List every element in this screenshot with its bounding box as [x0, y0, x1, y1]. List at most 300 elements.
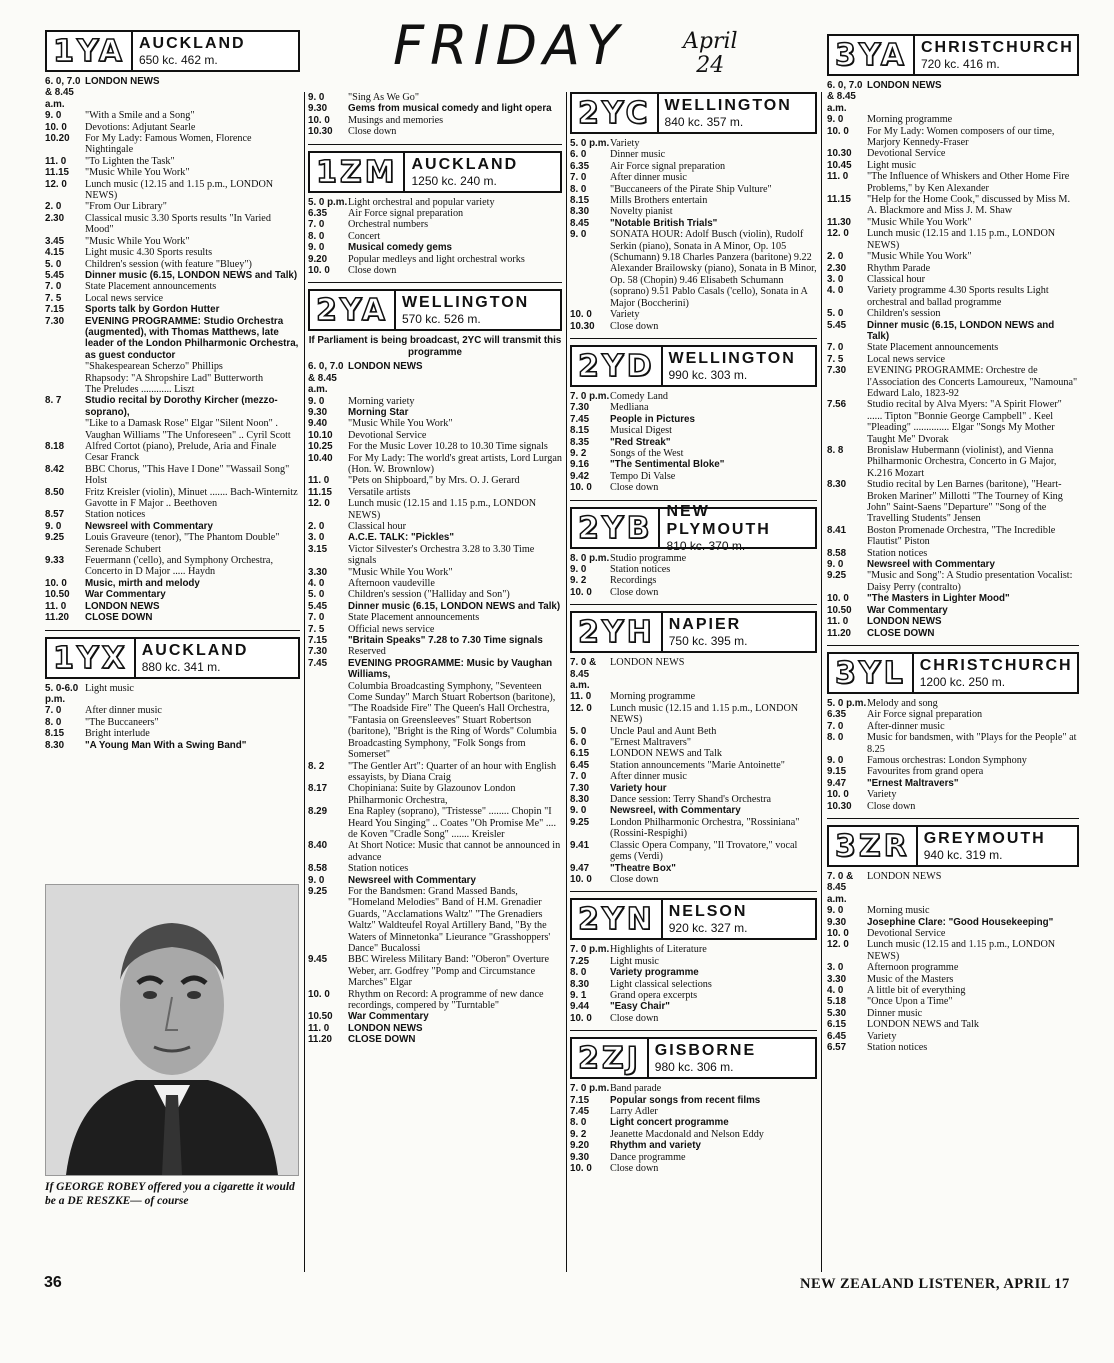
- programme-entry: [570, 840, 817, 863]
- station-info: [663, 900, 815, 938]
- programme-description: A little bit of everything: [867, 985, 966, 997]
- programme-time: [45, 384, 85, 395]
- programme-description: "Music While You Work": [867, 216, 972, 228]
- programme-time: 10. 0: [570, 1012, 592, 1024]
- programme-time: 12. 0: [827, 939, 849, 951]
- programme-entry: [827, 755, 1079, 766]
- programme-time: 11.20: [308, 1034, 332, 1046]
- column-3: [570, 92, 817, 1174]
- programme-entry: [827, 778, 1079, 789]
- programme-time: 9.42: [570, 470, 590, 482]
- programme-description: Jeanette Macdonald and Nelson Eddy: [610, 1128, 764, 1140]
- station-info: [405, 153, 560, 191]
- programme-description: Station notices: [867, 1042, 928, 1054]
- programme-entry: [570, 402, 817, 413]
- programme-time: 5.18: [827, 996, 847, 1008]
- programme-entry: [308, 601, 562, 612]
- programme-time: 8. 0: [570, 1117, 587, 1129]
- programme-time: 9. 0: [308, 242, 325, 254]
- programme-description: "The Sentimental Bloke": [610, 459, 725, 471]
- programme-entry: [570, 748, 817, 759]
- programme-time: 9.30: [570, 1151, 590, 1163]
- programme-time: 9.25: [45, 532, 65, 544]
- programme-description: Dinner music: [610, 149, 666, 161]
- programme-time: 9. 0: [827, 114, 844, 126]
- programme-entry: [45, 156, 300, 167]
- programme-description: LONDON NEWS: [85, 600, 160, 612]
- programme-entry: [570, 737, 817, 748]
- programme-time: 11. 0: [827, 616, 849, 628]
- programme-entry: [827, 1019, 1079, 1030]
- station-call-sign: 1YA: [47, 32, 133, 70]
- programme-entry: [570, 691, 817, 702]
- programme-time: 9. 0: [308, 395, 325, 407]
- station-call-sign: 1YX: [47, 639, 136, 677]
- programme-time: 11. 0: [570, 691, 592, 703]
- programme-description: Studio recital by Alva Myers: "A Spirit Flower" ...... Tipton "Bonnie George Campbell" . Keel "Pleading" .............. Elgar "Songs My Mother Taught Me" Dvorak: [867, 399, 1062, 445]
- programme-entry: [570, 459, 817, 470]
- station-city: NAPIER: [668, 616, 742, 634]
- programme-time: 6.35: [827, 709, 847, 721]
- programme-time: 5. 0 p.m.: [827, 697, 867, 709]
- programme-description: Studio recital by Dorothy Kircher (mezzo-soprano),: [85, 395, 278, 418]
- programme-entry: [570, 1140, 817, 1151]
- programme-time: 10. 0: [570, 309, 592, 321]
- programme-description: Chopiniana: Suite by Glazounov London Philharmonic Orchestra,: [348, 783, 516, 806]
- programme-description: Recordings: [610, 575, 657, 587]
- programme-description: Larry Adler: [610, 1105, 658, 1117]
- programme-entry: [308, 254, 562, 265]
- programme-time: 7. 0: [308, 219, 325, 231]
- programme-description: Variety: [867, 789, 897, 801]
- programme-time: 6. 0: [570, 149, 587, 161]
- programme-description: After-dinner music: [867, 720, 945, 732]
- programme-entry: [45, 532, 300, 555]
- programme-entry: [45, 601, 300, 612]
- programme-description: Dinner music (6.15, LONDON NEWS and Talk): [85, 269, 298, 281]
- station-call-sign: 2YB: [572, 509, 660, 547]
- programme-entry: [570, 587, 817, 598]
- programme-description: For My Lady: The world's great artists, Lord Lurgan (Hon. W. Brownlow): [348, 452, 562, 475]
- programme-entry: [45, 464, 300, 487]
- programme-time: 5. 0-6.0 p.m.: [45, 682, 79, 705]
- station-city: CHRISTCHURCH: [919, 656, 1073, 674]
- station-city: AUCKLAND: [141, 641, 249, 659]
- programme-time: 9. 0: [308, 92, 325, 103]
- programme-time: 9. 0: [570, 805, 587, 817]
- date-day: 24: [696, 53, 725, 78]
- programme-description: Afternoon vaudeville: [348, 578, 435, 589]
- programme-entry: [45, 304, 300, 315]
- programme-entry: [570, 1117, 817, 1128]
- station-city: NELSON: [668, 903, 748, 921]
- station-s3zr: [827, 825, 1079, 1054]
- programme-time: 4. 0: [827, 985, 844, 997]
- programme-time: 7.45: [570, 1105, 590, 1117]
- programme-description: Mills Brothers entertain: [610, 195, 708, 207]
- programme-time: 9.30: [827, 916, 847, 928]
- programme-description: Air Force signal preparation: [610, 160, 726, 172]
- programme-entry: [308, 418, 562, 429]
- station-header: [827, 652, 1079, 694]
- programme-entry: [45, 717, 300, 728]
- programme-entry: [308, 430, 562, 441]
- programme-entry: [45, 578, 300, 589]
- programme-description: Rhythm Parade: [867, 262, 931, 274]
- programme-time: 4. 0: [308, 578, 325, 589]
- programme-entry: [570, 391, 817, 402]
- programme-time: 7. 5: [45, 292, 62, 304]
- programme-description: LONDON NEWS: [867, 80, 942, 91]
- magazine-footer: NEW ZEALAND LISTENER, APRIL 17: [800, 1276, 1070, 1292]
- programme-description: Air Force signal preparation: [867, 709, 983, 721]
- programme-entry: [827, 320, 1079, 343]
- programme-entry: [570, 218, 817, 229]
- station-frequency: 920 kc. 327 m.: [668, 921, 748, 936]
- programme-entry: [45, 555, 300, 578]
- programme-description: Music of the Masters: [867, 973, 954, 985]
- programme-description: London Philharmonic Orchestra, "Rossiniana" (Rossini-Respighi): [610, 816, 800, 840]
- programme-entry: [570, 990, 817, 1001]
- station-frequency: 720 kc. 416 m.: [920, 57, 1000, 71]
- programme-description: "To Lighten the Task": [85, 155, 175, 167]
- programme-entry: [308, 1011, 562, 1022]
- station-info: [914, 654, 1077, 692]
- programme-description: People in Pictures: [610, 413, 695, 425]
- programme-description: LONDON NEWS: [85, 76, 160, 87]
- programme-description: "Red Streak": [610, 436, 671, 448]
- programme-description: BBC Wireless Military Band: "Oberon" Overture Weber, arr. Godfrey "Pomp and Circumstance Marches" Elgar: [348, 954, 549, 989]
- programme-entry: [570, 1001, 817, 1012]
- programme-time: 10.45: [827, 159, 852, 171]
- programme-time: 9.25: [827, 570, 847, 582]
- programme-time: 9.41: [570, 839, 590, 851]
- programme-description: "Shakespearean Scherzo" Phillips: [85, 361, 223, 373]
- programme-description: "Britain Speaks" 7.28 to 7.30 Time signals: [348, 635, 543, 647]
- programme-entry: [827, 1042, 1079, 1053]
- station-s2yd: [570, 345, 817, 494]
- programme-time: [45, 361, 85, 372]
- programme-time: 9. 0: [827, 905, 844, 917]
- programme-description: "From Our Library": [85, 201, 167, 213]
- programme-time: 5.45: [827, 319, 847, 331]
- programme-entry: [45, 740, 300, 751]
- programme-description: Band parade: [610, 1083, 662, 1095]
- station-info: [649, 1039, 815, 1077]
- programme-time: 9. 0: [45, 110, 62, 122]
- programme-time: 7.30: [827, 365, 847, 377]
- programme-description: "The Gentler Art": Quarter of an hour with English essayists, by Diana Craig: [348, 760, 557, 783]
- programme-description: Bronislaw Hubermann (violinist), and Vienna Philharmonic Orchestra, Concerto in G Major, K.216 Mozart: [867, 445, 1057, 479]
- programme-entry: [45, 247, 300, 258]
- programme-time: 6.35: [570, 160, 590, 172]
- programme-time: 12. 0: [308, 498, 330, 510]
- programme-time: 6.15: [827, 1019, 847, 1031]
- programme-time: 5. 0: [45, 258, 62, 270]
- programme-time: 10.50: [827, 604, 852, 616]
- station-call-sign: 2YA: [310, 291, 396, 329]
- programme-entry: [308, 521, 562, 532]
- programme-time: 7. 0: [45, 705, 62, 717]
- programme-time: 11. 0: [45, 600, 67, 612]
- programme-description: Lunch music (12.15 and 1.15 p.m., LONDON NEWS): [867, 228, 1056, 251]
- section-divider: [570, 500, 817, 501]
- programme-time: 8.15: [570, 425, 590, 437]
- programme-description: "Buccaneers of the Pirate Ship Vulture": [610, 183, 772, 195]
- programme-description: Morning variety: [348, 395, 415, 407]
- station-info: [663, 613, 815, 651]
- programme-time: 6.15: [570, 748, 590, 760]
- programme-time: 8. 0: [827, 732, 844, 744]
- station-s1zm: [308, 151, 562, 277]
- programme-time: 8. 0: [570, 183, 587, 195]
- programme-description: For My Lady: Famous Women, Florence Nightingale: [85, 133, 252, 156]
- programme-time: 7.15: [45, 304, 65, 316]
- programme-time: 7. 0: [570, 771, 587, 783]
- programme-description: War Commentary: [867, 604, 948, 616]
- programme-description: "Pets on Shipboard," by Mrs. O. J. Gerard: [348, 475, 520, 487]
- programme-entry: [827, 962, 1079, 973]
- programme-description: Light orchestral and popular variety: [348, 196, 495, 208]
- programme-time: 9.25: [308, 885, 328, 897]
- programme-entry: [570, 138, 817, 149]
- programme-description: After dinner music: [610, 771, 687, 783]
- programme-entry: [827, 228, 1079, 251]
- station-header: [570, 1037, 817, 1079]
- programme-description: "Ernest Maltravers": [610, 737, 692, 749]
- programme-description: Children's session: [867, 308, 941, 320]
- programme-description: After dinner music: [610, 172, 687, 184]
- programme-entry: [570, 794, 817, 805]
- programme-time: 8. 0 p.m.: [570, 552, 610, 564]
- programme-time: 8.50: [45, 486, 65, 498]
- programme-description: Dinner music (6.15, LONDON NEWS and Talk): [348, 600, 561, 612]
- programme-entry: [570, 448, 817, 459]
- programme-time: 8. 8: [827, 445, 844, 456]
- programme-description: "Ernest Maltravers": [867, 777, 959, 789]
- programme-entry: [827, 126, 1079, 149]
- station-city: NEW PLYMOUTH: [666, 502, 771, 538]
- programme-entry: [570, 575, 817, 586]
- programme-entry: [827, 548, 1079, 559]
- section-divider: [570, 1030, 817, 1031]
- programme-entry: [827, 732, 1079, 755]
- station-header: [570, 502, 817, 553]
- programme-description: Morning programme: [867, 114, 953, 126]
- programme-description: The Preludes ............ Liszt: [85, 383, 195, 395]
- date-month: April: [683, 29, 738, 54]
- programme-entry: [570, 149, 817, 160]
- column-1: [45, 30, 300, 751]
- programme-description: War Commentary: [85, 589, 166, 601]
- programme-entry: [827, 974, 1079, 985]
- programme-entry: [308, 265, 562, 276]
- programme-time: 11. 0: [45, 155, 67, 167]
- programme-time: 11. 0: [308, 475, 330, 487]
- programme-time: 9. 0: [827, 559, 844, 571]
- programme-entry: [308, 646, 562, 657]
- programme-entry: [827, 801, 1079, 812]
- programme-description: Close down: [348, 126, 397, 138]
- programme-time: 9. 1: [570, 989, 587, 1001]
- programme-time: 8. 0: [45, 716, 62, 728]
- programme-entry: [827, 628, 1079, 639]
- programme-description: Orchestral numbers: [348, 219, 429, 231]
- programme-time: 2.30: [827, 262, 847, 274]
- column-4: [827, 34, 1079, 1053]
- programme-entry: [308, 783, 562, 806]
- programme-description: Station notices: [348, 863, 409, 875]
- programme-description: LONDON NEWS: [610, 657, 685, 669]
- programme-time: [45, 373, 85, 384]
- programme-description: Popular medleys and light orchestral works: [348, 253, 525, 265]
- programme-time: 7. 0 & 8.45 a.m.: [570, 657, 597, 691]
- programme-description: Concert: [348, 230, 381, 242]
- programme-time: 9.30: [308, 103, 328, 115]
- programme-entry: [570, 206, 817, 217]
- programme-entry: [45, 76, 300, 110]
- programme-description: LONDON NEWS: [867, 616, 942, 628]
- programme-time: 9. 0: [827, 754, 844, 766]
- station-city: AUCKLAND: [138, 35, 246, 52]
- programme-entry: [570, 1129, 817, 1140]
- programme-time: 5. 0: [570, 725, 587, 737]
- george-robey-photo: [45, 884, 299, 1176]
- section-divider: [45, 630, 300, 631]
- programme-time: 9. 0: [45, 520, 62, 532]
- programme-time: 3.30: [827, 973, 847, 985]
- programme-time: 7. 5: [308, 623, 325, 635]
- programme-time: 8.18: [45, 441, 65, 452]
- programme-description: Children's session (with feature "Bluey"): [85, 258, 252, 270]
- programme-entry: [45, 521, 300, 532]
- programme-time: 10. 0: [570, 586, 592, 598]
- programme-entry: [45, 441, 300, 464]
- programme-time: 8. 7: [45, 395, 62, 407]
- programme-time: [308, 681, 348, 761]
- station-header: [45, 637, 300, 679]
- programme-entry: [827, 939, 1079, 962]
- programme-entry: [570, 967, 817, 978]
- programme-description: Classical music 3.30 Sports results "In Varied Mood": [85, 212, 271, 236]
- programme-entry: [570, 437, 817, 448]
- station-header: [45, 30, 300, 72]
- programme-time: 11.30: [827, 216, 851, 228]
- programme-entry: [308, 567, 562, 578]
- programme-description: Louis Graveure (tenor), "The Phantom Double" Serenade Schubert: [85, 532, 280, 555]
- programme-time: 7.30: [570, 402, 590, 414]
- programme-description: Station notices: [867, 547, 928, 559]
- station-header: [308, 289, 562, 331]
- programme-entry: [827, 559, 1079, 570]
- programme-time: 11.15: [827, 194, 851, 206]
- programme-entry: [570, 805, 817, 816]
- programme-description: Lunch music (12.15 and 1.15 p.m., LONDON NEWS): [348, 498, 537, 521]
- programme-time: 8.58: [308, 863, 328, 875]
- programme-entry: [827, 263, 1079, 274]
- programme-description: Dinner music (6.15, LONDON NEWS and Talk): [867, 319, 1055, 342]
- programme-description: CLOSE DOWN: [867, 627, 935, 639]
- programme-entry: [827, 789, 1079, 800]
- programme-description: EVENING PROGRAMME: Orchestre de l'Association des Concerts Lamoureux, "Namouna" Edward Lalo, 1823-92: [867, 365, 1078, 399]
- programme-entry: [45, 110, 300, 121]
- programme-time: 9. 2: [570, 1128, 587, 1140]
- programme-description: Boston Promenade Orchestra, "The Incredible Flautist" Piston: [867, 524, 1056, 548]
- programme-entry: [308, 954, 562, 988]
- programme-time: 5. 0 p.m.: [570, 138, 610, 149]
- station-call-sign: 1ZM: [310, 153, 405, 191]
- programme-entry: [308, 126, 562, 137]
- programme-time: 8.30: [827, 479, 847, 491]
- programme-entry: [308, 589, 562, 600]
- programme-time: 10.30: [570, 320, 595, 332]
- programme-entry: [308, 361, 562, 395]
- programme-entry: [308, 532, 562, 543]
- day-title: FRIDAY: [393, 14, 626, 77]
- programme-time: 8.30: [570, 794, 590, 806]
- programme-time: 8.29: [308, 806, 328, 818]
- programme-description: Station notices: [610, 563, 671, 575]
- programme-description: Highlights of Literature: [610, 944, 707, 956]
- programme-entry: [308, 989, 562, 1012]
- programme-description: CLOSE DOWN: [85, 612, 153, 624]
- programme-entry: [570, 817, 817, 840]
- programme-time: 9.45: [308, 954, 328, 966]
- programme-description: Light classical selections: [610, 978, 712, 990]
- programme-description: EVENING PROGRAMME: Studio Orchestra (augmented), with Thomas Matthews, late leader of the London Philharmonic Orchestra, as guest conductor: [85, 315, 299, 361]
- programme-time: 8.30: [570, 206, 590, 218]
- programme-entry: [45, 373, 300, 384]
- programme-time: 10. 0: [827, 125, 849, 137]
- programme-entry: [827, 342, 1079, 353]
- programme-time: 10. 0: [45, 577, 67, 589]
- programme-entry: [308, 208, 562, 219]
- programme-time: 11.15: [308, 486, 332, 498]
- programme-entry: [570, 783, 817, 794]
- programme-description: Close down: [610, 586, 659, 598]
- programme-time: 9.33: [45, 555, 65, 567]
- programme-time: 5. 0 p.m.: [308, 196, 348, 208]
- programme-description: Bright interlude: [85, 728, 150, 740]
- programme-time: 3. 0: [827, 962, 844, 974]
- programme-entry: [570, 321, 817, 332]
- station-call-sign: 3YA: [829, 36, 915, 74]
- programme-time: 3. 0: [827, 273, 844, 285]
- programme-description: Morning programme: [610, 691, 696, 703]
- programme-time: 7.30: [570, 782, 590, 794]
- programme-description: Melody and song: [867, 697, 938, 709]
- programme-description: Station notices: [85, 509, 146, 521]
- programme-entry: [45, 259, 300, 270]
- programme-time: 8.42: [45, 463, 65, 475]
- station-info: [659, 94, 815, 132]
- programme-entry: [308, 840, 562, 863]
- programme-entry: [308, 635, 562, 646]
- programme-description: Rhythm and variety: [610, 1140, 701, 1152]
- programme-entry: [308, 441, 562, 452]
- programme-time: 8.17: [308, 783, 328, 795]
- programme-time: 7.45: [308, 657, 328, 669]
- programme-time: 9.40: [308, 418, 328, 430]
- programme-entry: [308, 1023, 562, 1034]
- programme-entry: [45, 179, 300, 202]
- programme-description: Alfred Cortot (piano), Prelude, Aria and Finale Cesar Franck: [85, 441, 277, 464]
- programme-time: 10. 0: [827, 928, 849, 939]
- programme-description: "A Young Man With a Swing Band": [85, 739, 247, 751]
- programme-entry: [45, 384, 300, 395]
- station-city: WELLINGTON: [664, 97, 792, 114]
- programme-description: Devotional Service: [348, 429, 427, 441]
